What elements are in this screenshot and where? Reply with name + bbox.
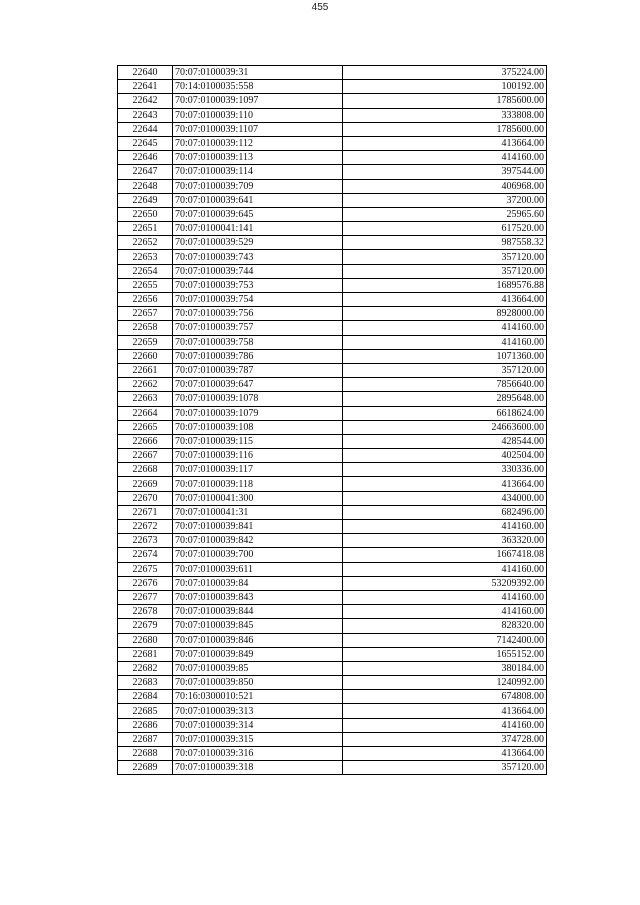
cadastral-number-cell: 70:07:0100041:141 (173, 222, 343, 236)
row-number-cell: 22683 (118, 676, 173, 690)
cadastral-value-cell: 617520.00 (343, 222, 547, 236)
table-row (118, 761, 547, 775)
cadastral-value-cell: 363320.00 (343, 534, 547, 548)
cadastral-value-cell: 414160.00 (343, 605, 547, 619)
row-number-cell: 22677 (118, 590, 173, 604)
table-row (118, 633, 547, 647)
table-row (118, 548, 547, 562)
table-row (118, 136, 547, 150)
cadastral-number-cell: 70:07:0100039:113 (173, 151, 343, 165)
cadastral-value-cell: 414160.00 (343, 520, 547, 534)
cadastral-value-cell: 357120.00 (343, 363, 547, 377)
cadastral-value-cell: 100192.00 (343, 80, 547, 94)
table-row (118, 676, 547, 690)
cadastral-value-cell: 428544.00 (343, 434, 547, 448)
row-number-cell: 22653 (118, 250, 173, 264)
cadastral-value-cell: 380184.00 (343, 661, 547, 675)
row-number-cell: 22663 (118, 392, 173, 406)
cadastral-value-cell: 357120.00 (343, 761, 547, 775)
row-number-cell: 22656 (118, 293, 173, 307)
cadastral-value-cell: 7142400.00 (343, 633, 547, 647)
cadastral-number-cell: 70:07:0100039:529 (173, 236, 343, 250)
table-row (118, 576, 547, 590)
row-number-cell: 22652 (118, 236, 173, 250)
cadastral-number-cell: 70:07:0100039:115 (173, 434, 343, 448)
table-row (118, 363, 547, 377)
cadastral-value-cell: 414160.00 (343, 562, 547, 576)
table-row (118, 122, 547, 136)
cadastral-number-cell: 70:07:0100039:112 (173, 136, 343, 150)
table-row (118, 222, 547, 236)
table-row (118, 108, 547, 122)
table-row (118, 392, 547, 406)
cadastral-number-cell: 70:07:0100039:843 (173, 590, 343, 604)
cadastral-number-cell: 70:07:0100039:845 (173, 619, 343, 633)
cadastral-number-cell: 70:07:0100041:300 (173, 491, 343, 505)
cadastral-value-cell: 413664.00 (343, 477, 547, 491)
row-number-cell: 22643 (118, 108, 173, 122)
cadastral-value-cell: 6618624.00 (343, 406, 547, 420)
row-number-cell: 22657 (118, 307, 173, 321)
cadastral-number-cell: 70:07:0100039:641 (173, 193, 343, 207)
cadastral-value-cell: 1785600.00 (343, 122, 547, 136)
cadastral-value-cell: 25965.60 (343, 207, 547, 221)
cadastral-value-cell: 330336.00 (343, 463, 547, 477)
table-row (118, 619, 547, 633)
cadastral-number-cell: 70:14:0100035:558 (173, 80, 343, 94)
table-row (118, 66, 547, 80)
cadastral-number-cell: 70:07:0100039:1079 (173, 406, 343, 420)
table-row (118, 562, 547, 576)
cadastral-value-cell: 434000.00 (343, 491, 547, 505)
cadastral-value-cell: 357120.00 (343, 250, 547, 264)
row-number-cell: 22659 (118, 335, 173, 349)
row-number-cell: 22675 (118, 562, 173, 576)
row-number-cell: 22668 (118, 463, 173, 477)
cadastral-value-cell: 682496.00 (343, 505, 547, 519)
row-number-cell: 22661 (118, 363, 173, 377)
cadastral-number-cell: 70:07:0100039:645 (173, 207, 343, 221)
cadastral-value-cell: 413664.00 (343, 136, 547, 150)
cadastral-number-cell: 70:07:0100039:316 (173, 747, 343, 761)
cadastral-number-cell: 70:07:0100039:700 (173, 548, 343, 562)
row-number-cell: 22642 (118, 94, 173, 108)
row-number-cell: 22640 (118, 66, 173, 80)
row-number-cell: 22685 (118, 704, 173, 718)
page-number: 455 (311, 2, 329, 13)
cadastral-number-cell: 70:07:0100039:313 (173, 704, 343, 718)
table-row (118, 378, 547, 392)
row-number-cell: 22644 (118, 122, 173, 136)
table-row (118, 420, 547, 434)
table-row (118, 505, 547, 519)
cadastral-value-cell: 414160.00 (343, 321, 547, 335)
table-row (118, 732, 547, 746)
row-number-cell: 22686 (118, 718, 173, 732)
cadastral-value-cell: 414160.00 (343, 335, 547, 349)
table-row (118, 590, 547, 604)
table-row (118, 477, 547, 491)
row-number-cell: 22654 (118, 264, 173, 278)
table-row (118, 647, 547, 661)
row-number-cell: 22689 (118, 761, 173, 775)
cadastral-value-cell: 414160.00 (343, 718, 547, 732)
row-number-cell: 22650 (118, 207, 173, 221)
cadastral-number-cell: 70:07:0100039:753 (173, 278, 343, 292)
row-number-cell: 22682 (118, 661, 173, 675)
table-row (118, 434, 547, 448)
cadastral-value-cell: 374728.00 (343, 732, 547, 746)
cadastral-value-table (117, 65, 547, 775)
cadastral-number-cell: 70:07:0100039:849 (173, 647, 343, 661)
cadastral-value-cell: 828320.00 (343, 619, 547, 633)
cadastral-number-cell: 70:07:0100039:1078 (173, 392, 343, 406)
row-number-cell: 22649 (118, 193, 173, 207)
cadastral-value-cell: 1667418.08 (343, 548, 547, 562)
row-number-cell: 22646 (118, 151, 173, 165)
cadastral-number-cell: 70:07:0100039:850 (173, 676, 343, 690)
cadastral-number-cell: 70:07:0100039:709 (173, 179, 343, 193)
table-row (118, 207, 547, 221)
table-row (118, 534, 547, 548)
cadastral-number-cell: 70:07:0100039:756 (173, 307, 343, 321)
cadastral-number-cell: 70:07:0100039:846 (173, 633, 343, 647)
cadastral-number-cell: 70:07:0100039:318 (173, 761, 343, 775)
row-number-cell: 22684 (118, 690, 173, 704)
cadastral-number-cell: 70:07:0100039:841 (173, 520, 343, 534)
table-row (118, 406, 547, 420)
row-number-cell: 22679 (118, 619, 173, 633)
table-row (118, 520, 547, 534)
table-row (118, 165, 547, 179)
row-number-cell: 22665 (118, 420, 173, 434)
cadastral-number-cell: 70:07:0100041:31 (173, 505, 343, 519)
cadastral-number-cell: 70:07:0100039:842 (173, 534, 343, 548)
table-row (118, 463, 547, 477)
cadastral-number-cell: 70:07:0100039:647 (173, 378, 343, 392)
row-number-cell: 22645 (118, 136, 173, 150)
cadastral-number-cell: 70:07:0100039:314 (173, 718, 343, 732)
table-row (118, 704, 547, 718)
cadastral-value-cell: 375224.00 (343, 66, 547, 80)
cadastral-number-cell: 70:07:0100039:117 (173, 463, 343, 477)
cadastral-number-cell: 70:07:0100039:744 (173, 264, 343, 278)
cadastral-value-cell: 24663600.00 (343, 420, 547, 434)
row-number-cell: 22671 (118, 505, 173, 519)
table-row (118, 491, 547, 505)
row-number-cell: 22667 (118, 449, 173, 463)
row-number-cell: 22641 (118, 80, 173, 94)
table-row (118, 449, 547, 463)
cadastral-value-cell: 7856640.00 (343, 378, 547, 392)
row-number-cell: 22647 (118, 165, 173, 179)
cadastral-number-cell: 70:07:0100039:118 (173, 477, 343, 491)
row-number-cell: 22648 (118, 179, 173, 193)
cadastral-number-cell: 70:07:0100039:754 (173, 293, 343, 307)
table-row (118, 335, 547, 349)
table-row (118, 747, 547, 761)
cadastral-number-cell: 70:07:0100039:108 (173, 420, 343, 434)
cadastral-value-cell: 1689576.88 (343, 278, 547, 292)
cadastral-value-cell: 357120.00 (343, 264, 547, 278)
cadastral-value-cell: 397544.00 (343, 165, 547, 179)
cadastral-value-cell: 414160.00 (343, 151, 547, 165)
cadastral-value-cell: 413664.00 (343, 293, 547, 307)
table-row (118, 307, 547, 321)
table-row (118, 690, 547, 704)
cadastral-number-cell: 70:07:0100039:114 (173, 165, 343, 179)
cadastral-number-cell: 70:07:0100039:1107 (173, 122, 343, 136)
row-number-cell: 22658 (118, 321, 173, 335)
cadastral-number-cell: 70:07:0100039:743 (173, 250, 343, 264)
row-number-cell: 22688 (118, 747, 173, 761)
cadastral-value-cell: 406968.00 (343, 179, 547, 193)
row-number-cell: 22681 (118, 647, 173, 661)
cadastral-number-cell: 70:07:0100039:757 (173, 321, 343, 335)
row-number-cell: 22662 (118, 378, 173, 392)
table-row (118, 718, 547, 732)
table-body (118, 66, 547, 775)
row-number-cell: 22670 (118, 491, 173, 505)
cadastral-value-cell: 413664.00 (343, 704, 547, 718)
row-number-cell: 22672 (118, 520, 173, 534)
row-number-cell: 22664 (118, 406, 173, 420)
cadastral-value-cell: 402504.00 (343, 449, 547, 463)
cadastral-value-cell: 37200.00 (343, 193, 547, 207)
row-number-cell: 22673 (118, 534, 173, 548)
row-number-cell: 22678 (118, 605, 173, 619)
cadastral-value-cell: 8928000.00 (343, 307, 547, 321)
cadastral-value-cell: 1071360.00 (343, 349, 547, 363)
cadastral-value-cell: 1785600.00 (343, 94, 547, 108)
table-row (118, 321, 547, 335)
cadastral-number-cell: 70:07:0100039:787 (173, 363, 343, 377)
row-number-cell: 22687 (118, 732, 173, 746)
table-row (118, 264, 547, 278)
cadastral-value-cell: 333808.00 (343, 108, 547, 122)
row-number-cell: 22674 (118, 548, 173, 562)
cadastral-value-cell: 1655152.00 (343, 647, 547, 661)
cadastral-number-cell: 70:07:0100039:758 (173, 335, 343, 349)
row-number-cell: 22660 (118, 349, 173, 363)
cadastral-number-cell: 70:07:0100039:611 (173, 562, 343, 576)
cadastral-number-cell: 70:16:0300010:521 (173, 690, 343, 704)
row-number-cell: 22680 (118, 633, 173, 647)
cadastral-number-cell: 70:07:0100039:1097 (173, 94, 343, 108)
table-row (118, 250, 547, 264)
cadastral-value-cell: 674808.00 (343, 690, 547, 704)
row-number-cell: 22669 (118, 477, 173, 491)
cadastral-number-cell: 70:07:0100039:786 (173, 349, 343, 363)
table-row (118, 661, 547, 675)
cadastral-value-cell: 413664.00 (343, 747, 547, 761)
cadastral-number-cell: 70:07:0100039:85 (173, 661, 343, 675)
row-number-cell: 22666 (118, 434, 173, 448)
row-number-cell: 22655 (118, 278, 173, 292)
table-row (118, 179, 547, 193)
table-row (118, 293, 547, 307)
cadastral-number-cell: 70:07:0100039:116 (173, 449, 343, 463)
cadastral-value-cell: 53209392.00 (343, 576, 547, 590)
cadastral-number-cell: 70:07:0100039:31 (173, 66, 343, 80)
table-row (118, 80, 547, 94)
table-row (118, 278, 547, 292)
cadastral-value-cell: 1240992.00 (343, 676, 547, 690)
cadastral-number-cell: 70:07:0100039:315 (173, 732, 343, 746)
table-row (118, 94, 547, 108)
row-number-cell: 22676 (118, 576, 173, 590)
cadastral-number-cell: 70:07:0100039:844 (173, 605, 343, 619)
row-number-cell: 22651 (118, 222, 173, 236)
table-row (118, 349, 547, 363)
cadastral-value-cell: 987558.32 (343, 236, 547, 250)
cadastral-number-cell: 70:07:0100039:84 (173, 576, 343, 590)
cadastral-value-cell: 2895648.00 (343, 392, 547, 406)
table-row (118, 236, 547, 250)
table-row (118, 193, 547, 207)
table-row (118, 605, 547, 619)
cadastral-number-cell: 70:07:0100039:110 (173, 108, 343, 122)
cadastral-value-cell: 414160.00 (343, 590, 547, 604)
table-row (118, 151, 547, 165)
